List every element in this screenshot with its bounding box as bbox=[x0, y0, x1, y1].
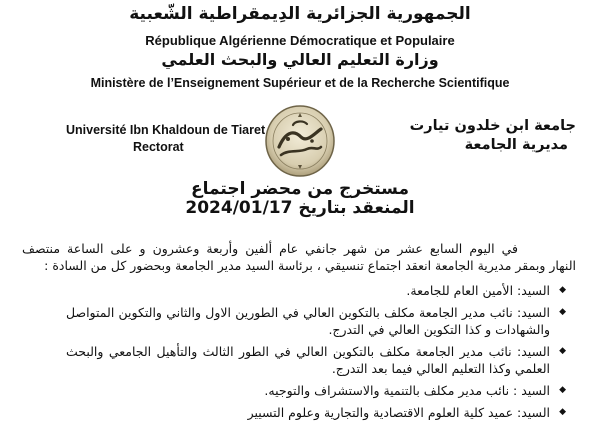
list-item: ◆ السيد : نائب مدير مكلف بالتنمية والاستشراف والتوجيه. bbox=[66, 382, 566, 399]
document-title: مستخرج من محضر اجتماع bbox=[191, 179, 409, 199]
university-name-arabic: جامعة ابن خلدون تيارت bbox=[409, 118, 576, 134]
directorate-label-arabic: مديرية الجامعة bbox=[464, 137, 568, 153]
attendee-list bbox=[66, 282, 566, 426]
list-item: ◆ السيد: عميد كلية العلوم الاقتصادية والتجارية وعلوم التسيير bbox=[66, 404, 566, 421]
list-item: ◆ السيد: نائب مدير الجامعة مكلف بالتكوين العالي في الطورين الاول والثاني والتكوين المتواصل والشهادات و كذا التكوين العالي في التدرج. bbox=[66, 304, 566, 338]
ministry-title-french: Ministère de l’Enseignement Supérieur et de la Recherche Scientifique bbox=[90, 76, 510, 90]
list-item: ◆ السيد: نائب مدير الجامعة مكلف بالتكوين العالي في الطور الثالث والتأهيل الجامعي والبحث العلمي وكذا التعليم العالي فيما بعد التدرج. bbox=[66, 343, 566, 377]
paragraph-line: النهار وبمقر مديرية الجامعة انعقد اجتماع تنسيقي ، برئاسة السيد مدير الجامعة وبحضور كل من السادة : bbox=[44, 258, 576, 273]
ministry-title-arabic: وزارة التعليم العالي والبحث العلمي bbox=[161, 50, 439, 69]
university-name-french: Université Ibn Khaldoun de Tiaret bbox=[66, 123, 266, 137]
intro-paragraph bbox=[22, 240, 576, 274]
paragraph-line: في اليوم السابع عشر من شهر جانفي عام ألفين وأربعة وعشرون و على الساعة منتصف bbox=[22, 241, 518, 256]
republic-title-french: République Algérienne Démocratique et Populaire bbox=[145, 33, 455, 48]
rectorate-label-french: Rectorat bbox=[133, 140, 184, 154]
meeting-date: المنعقد بتاريخ 2024/01/17 bbox=[185, 198, 415, 218]
list-item: ◆ السيد: الأمين العام للجامعة. bbox=[66, 282, 566, 299]
university-seal-icon bbox=[255, 103, 345, 179]
republic-title-arabic: الجمهورية الجزائرية الدِيمقراطية الشّعبية bbox=[129, 4, 471, 24]
